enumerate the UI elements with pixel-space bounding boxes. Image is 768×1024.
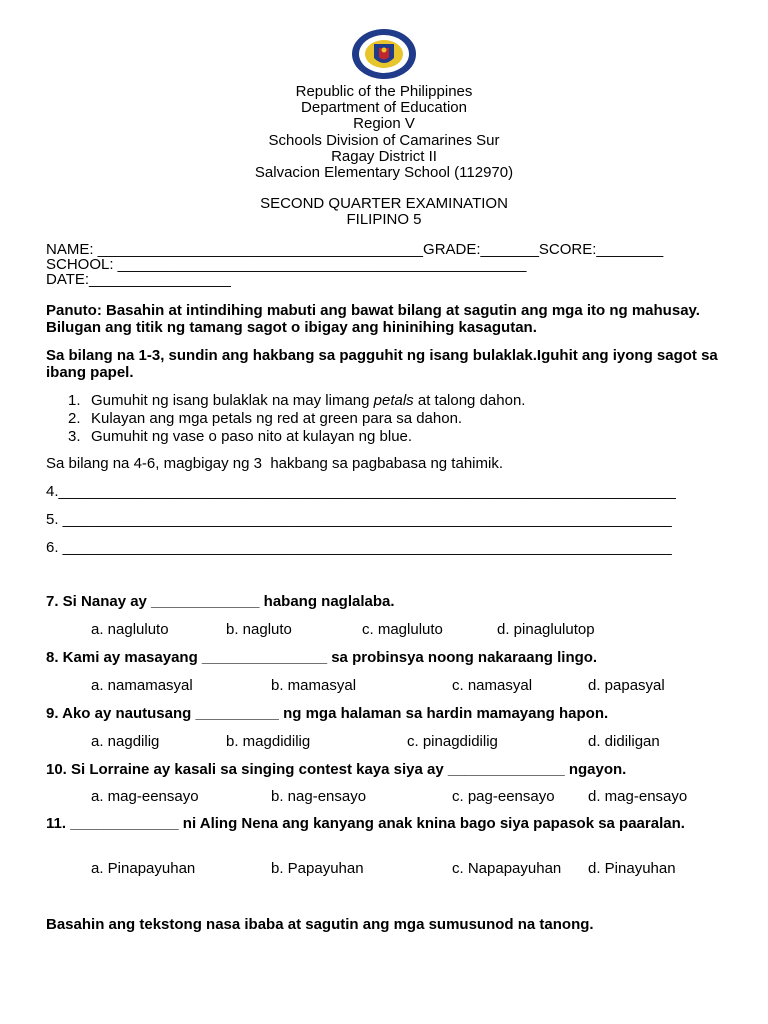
answer-line-5[interactable]: 5. _________________________________________________________________________ bbox=[46, 511, 672, 528]
q9-choice-d[interactable]: d. didiligan bbox=[588, 733, 660, 750]
step-2-text: Kulayan ang mga petals ng red at green para sa dahon. bbox=[91, 410, 463, 427]
q11-choice-b[interactable]: b. Papayuhan bbox=[271, 860, 364, 877]
question-8: 8. Kami ay masayang _______________ sa probinsya noong nakaraang lingo. bbox=[46, 649, 598, 666]
question-9: 9. Ako ay nautusang __________ ng mga halaman sa hardin mamayang hapon. bbox=[46, 705, 609, 722]
reading-passage-instructions: Basahin ang tekstong nasa ibaba at sagutin ang mga sumusunod na tanong. bbox=[46, 916, 594, 933]
q9-choice-b[interactable]: b. magdidilig bbox=[226, 733, 311, 750]
name-grade-score-field[interactable]: NAME: _______________________________________GRADE:_______SCORE:________ bbox=[46, 241, 664, 258]
panuto-instructions: Panuto: Basahin at intindihing mabuti ang bawat bilang at sagutin ang mga ito ng mahusay. Bilugan ang titik ng tamang sagot o ibigay ang hininihing kasagutan. bbox=[46, 302, 700, 336]
question-10: 10. Si Lorraine ay kasali sa singing contest kaya siya ay ______________ ngayon. bbox=[46, 761, 627, 778]
header-line-republic: Republic of the Philippines bbox=[295, 83, 473, 100]
q10-choice-a[interactable]: a. mag-eensayo bbox=[91, 788, 199, 805]
date-field[interactable]: DATE:_________________ bbox=[46, 271, 231, 288]
q8-choice-d[interactable]: d. papasyal bbox=[588, 677, 665, 694]
step-3-text: Gumuhit ng vase o paso nito at kulayan ng blue. bbox=[91, 428, 413, 445]
header-line-region: Region V bbox=[353, 115, 415, 132]
deped-seal-logo bbox=[350, 28, 418, 80]
step-1-text: Gumuhit ng isang bulaklak na may limang petals at talong dahon. bbox=[91, 392, 526, 409]
q8-choice-a[interactable]: a. namamasyal bbox=[91, 677, 193, 694]
question-7: 7. Si Nanay ay _____________ habang naglalaba. bbox=[46, 593, 395, 610]
answer-line-6[interactable]: 6. _________________________________________________________________________ bbox=[46, 539, 672, 556]
q11-choice-c[interactable]: c. Napapayuhan bbox=[452, 860, 562, 877]
step-1-number: 1. bbox=[68, 392, 81, 409]
exam-subject: FILIPINO 5 bbox=[346, 211, 422, 228]
header-line-district: Ragay District II bbox=[331, 148, 437, 165]
q7-choice-b[interactable]: b. nagluto bbox=[226, 621, 292, 638]
q7-choice-a[interactable]: a. nagluluto bbox=[91, 621, 169, 638]
q11-choice-a[interactable]: a. Pinapayuhan bbox=[91, 860, 196, 877]
q7-choice-c[interactable]: c. magluluto bbox=[362, 621, 443, 638]
header-line-department: Department of Education bbox=[301, 99, 467, 116]
q10-choice-c[interactable]: c. pag-eensayo bbox=[452, 788, 555, 805]
school-field[interactable]: SCHOOL: _________________________________________________ bbox=[46, 256, 527, 273]
answer-line-4[interactable]: 4.__________________________________________________________________________ bbox=[46, 483, 676, 500]
header-line-division: Schools Division of Camarines Sur bbox=[268, 132, 500, 149]
question-11: 11. _____________ ni Aling Nena ang kanyang anak knina bago siya papasok sa paaralan. bbox=[46, 815, 685, 832]
header-line-school: Salvacion Elementary School (112970) bbox=[254, 164, 514, 181]
step-2-number: 2. bbox=[68, 410, 81, 427]
step-3-number: 3. bbox=[68, 428, 81, 445]
q9-choice-a[interactable]: a. nagdilig bbox=[91, 733, 160, 750]
q9-choice-c[interactable]: c. pinagdidilig bbox=[407, 733, 498, 750]
q7-choice-d[interactable]: d. pinaglulutop bbox=[497, 621, 595, 638]
q8-choice-b[interactable]: b. mamasyal bbox=[271, 677, 357, 694]
drawing-instructions: Sa bilang na 1-3, sundin ang hakbang sa pagguhit ng isang bulaklak.Iguhit ang iyong sagot sa ibang papel. bbox=[46, 347, 718, 381]
q10-choice-d[interactable]: d. mag-ensayo bbox=[588, 788, 688, 805]
q10-choice-b[interactable]: b. nag-ensayo bbox=[271, 788, 367, 805]
q11-choice-d[interactable]: d. Pinayuhan bbox=[588, 860, 676, 877]
silent-reading-instructions: Sa bilang na 4-6, magbigay ng 3 hakbang sa pagbabasa ng tahimik. bbox=[46, 455, 503, 472]
exam-title: SECOND QUARTER EXAMINATION bbox=[260, 195, 508, 212]
q8-choice-c[interactable]: c. namasyal bbox=[452, 677, 533, 694]
